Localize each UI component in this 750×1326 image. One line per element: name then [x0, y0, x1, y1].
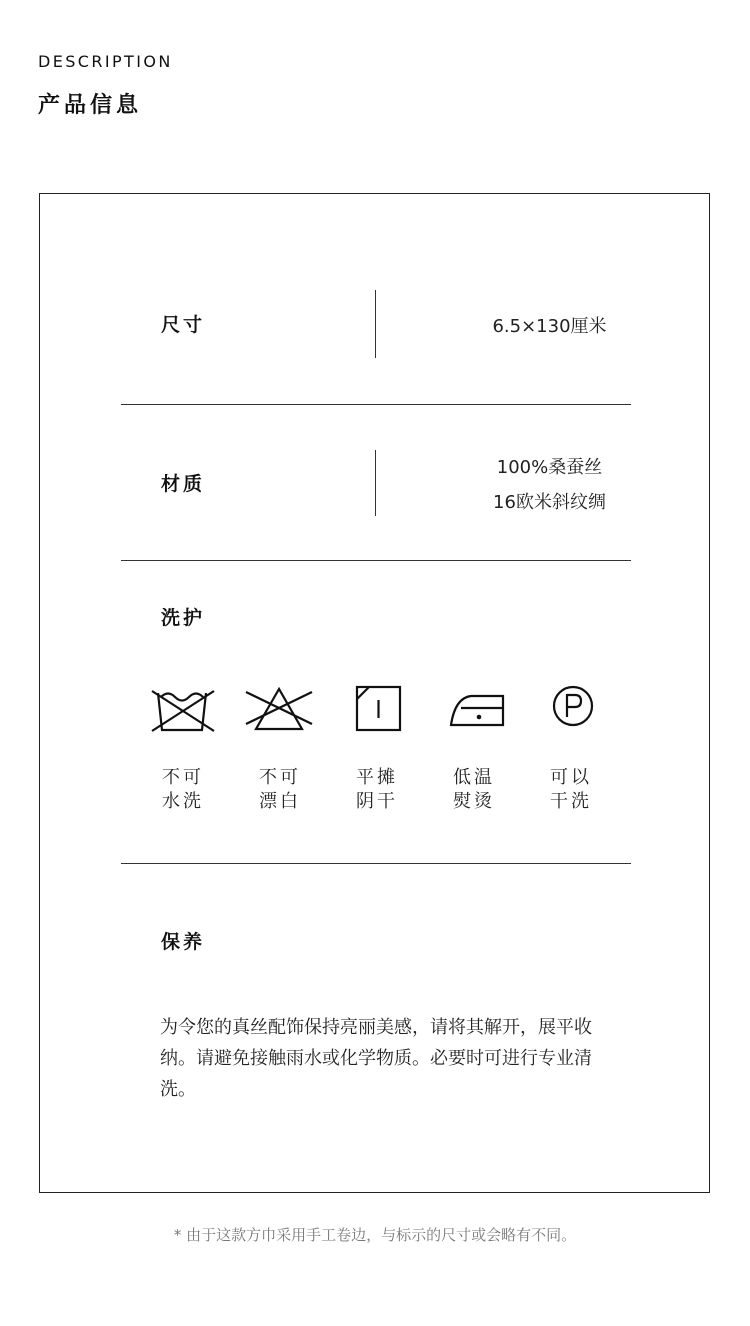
care-item-line1: 低温	[453, 767, 495, 788]
row-divider-3	[121, 863, 631, 864]
care-item-iron-low	[439, 766, 509, 814]
material-value-line1: 100%桑蚕丝	[496, 457, 603, 478]
size-divider	[375, 290, 376, 358]
maintenance-label: 保养	[161, 931, 206, 953]
row-divider-1	[121, 404, 631, 405]
size-value: 6.5×130厘米	[492, 316, 607, 337]
care-item-line2: 熨烫	[453, 791, 495, 812]
care-item-line1: 不可	[259, 767, 301, 788]
care-item-line1: 不可	[162, 767, 204, 788]
header-title-en: DESCRIPTION	[38, 52, 173, 71]
care-item-line1: 平摊	[356, 767, 398, 788]
care-item-do-not-wash	[148, 766, 218, 814]
maintenance-text: 为令您的真丝配饰保持亮丽美感，请将其解开，展平收纳。请避免接触雨水或化学物质。必要时可进行专业清洗。	[160, 1017, 592, 1100]
care-label: 洗护	[161, 607, 206, 629]
care-item-line2: 阴干	[356, 791, 398, 812]
care-item-dry-flat	[342, 766, 412, 814]
size-label: 尺寸	[161, 314, 206, 336]
row-divider-2	[121, 560, 631, 561]
care-item-line2: 干洗	[550, 791, 592, 812]
do-not-bleach-icon	[244, 682, 314, 732]
care-item-do-not-bleach	[245, 766, 315, 814]
dry-clean-p-icon	[549, 682, 599, 732]
iron-low-heat-icon	[445, 684, 509, 734]
material-divider	[375, 450, 376, 516]
dry-flat-in-shade-icon	[354, 684, 404, 734]
footnote: * 由于这款方巾采用手工卷边，与标示的尺寸或会略有不同。	[173, 1226, 577, 1244]
header-title-cn: 产品信息	[38, 93, 143, 118]
material-label: 材质	[161, 473, 206, 495]
care-item-line1: 可以	[550, 767, 592, 788]
product-info-card	[39, 193, 710, 1193]
material-value-line2: 16欧米斜纹绸	[493, 492, 606, 513]
care-item-line2: 漂白	[259, 791, 301, 812]
do-not-wash-icon	[148, 682, 218, 732]
care-item-dry-clean	[536, 766, 606, 814]
care-item-line2: 水洗	[162, 791, 204, 812]
